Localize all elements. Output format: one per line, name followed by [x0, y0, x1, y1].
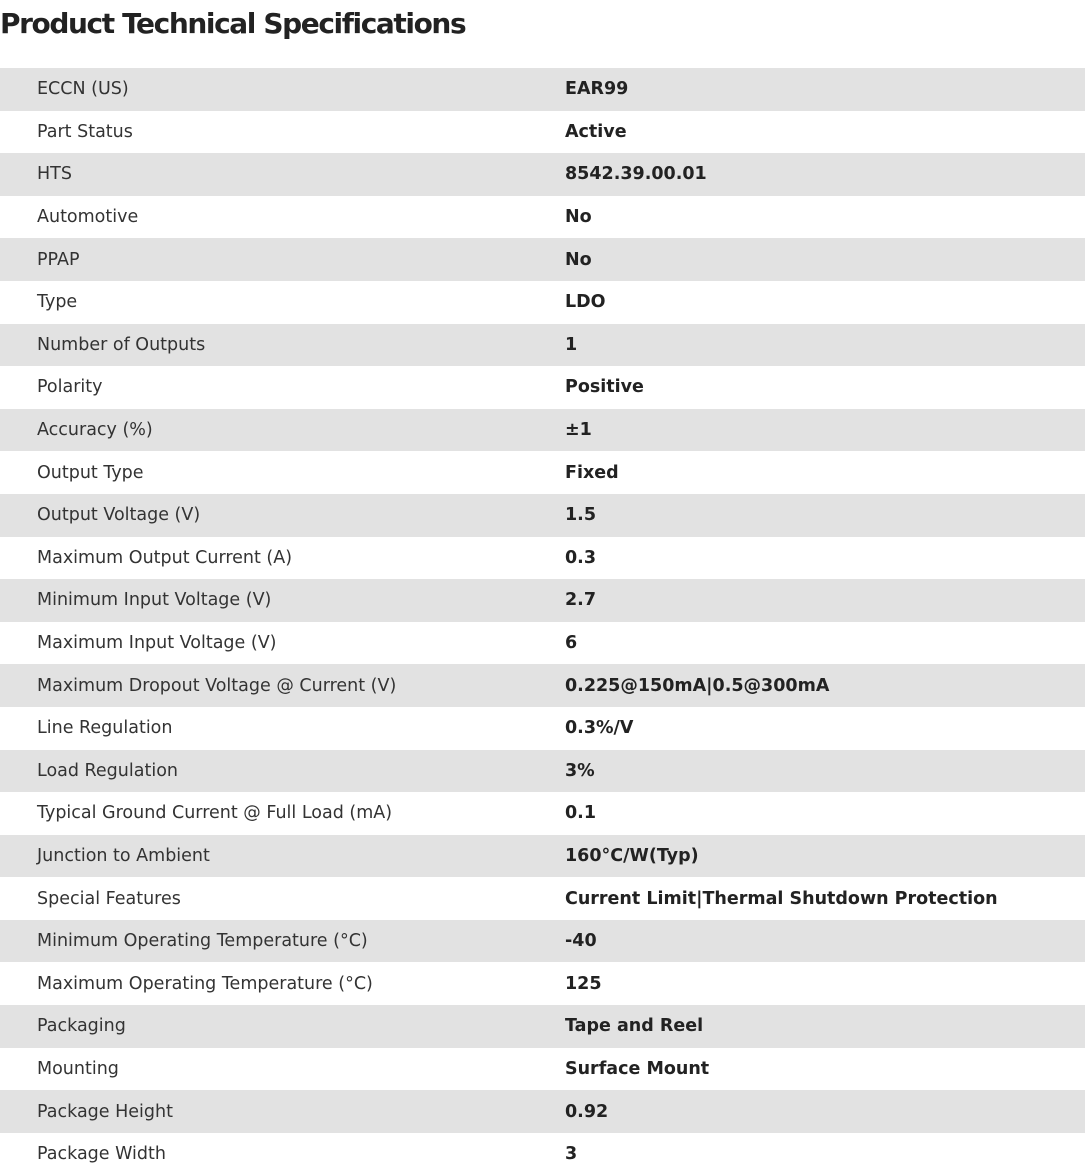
spec-row: [0, 111, 1085, 154]
spec-label: Part Status: [37, 121, 133, 142]
spec-row: [0, 622, 1085, 665]
spec-row: [0, 153, 1085, 196]
spec-value: 1.5: [565, 505, 597, 526]
spec-label: Accuracy (%): [37, 420, 153, 441]
spec-value: 2.7: [565, 590, 597, 611]
spec-value: ±1: [565, 420, 592, 441]
spec-row: [0, 1005, 1085, 1048]
spec-label: Packaging: [37, 1016, 126, 1037]
spec-value: 3%: [565, 760, 595, 781]
spec-row: [0, 451, 1085, 494]
spec-label: Minimum Input Voltage (V): [37, 590, 272, 611]
spec-label: Junction to Ambient: [37, 845, 210, 866]
spec-row: [0, 68, 1085, 111]
spec-row: [0, 579, 1085, 622]
spec-row: [0, 750, 1085, 793]
spec-row: [0, 324, 1085, 367]
spec-label: Line Regulation: [37, 718, 173, 739]
spec-label: Polarity: [37, 377, 103, 398]
spec-value: Fixed: [565, 462, 619, 483]
spec-value: 0.3: [565, 547, 597, 568]
spec-value: 160°C/W(Typ): [565, 845, 699, 866]
spec-label: Mounting: [37, 1058, 119, 1079]
spec-value: Tape and Reel: [565, 1016, 704, 1037]
spec-label: Package Width: [37, 1144, 166, 1165]
spec-table: [0, 68, 1085, 1175]
spec-value: LDO: [565, 292, 606, 313]
spec-value: 6: [565, 633, 578, 654]
spec-value: 0.1: [565, 803, 597, 824]
spec-label: Maximum Output Current (A): [37, 547, 293, 568]
spec-row: [0, 281, 1085, 324]
spec-value: EAR99: [565, 79, 629, 100]
spec-value: Surface Mount: [565, 1058, 710, 1079]
spec-label: HTS: [37, 164, 72, 185]
spec-value: 1: [565, 334, 578, 355]
spec-label: Automotive: [37, 207, 139, 228]
spec-label: Special Features: [37, 888, 181, 909]
spec-row: [0, 366, 1085, 409]
spec-value: Positive: [565, 377, 644, 398]
spec-value: No: [565, 207, 592, 228]
spec-row: [0, 196, 1085, 239]
spec-label: Load Regulation: [37, 760, 178, 781]
spec-row: [0, 537, 1085, 580]
spec-label: Package Height: [37, 1101, 173, 1122]
spec-value: 0.3%/V: [565, 718, 634, 739]
spec-value: 125: [565, 973, 602, 994]
spec-label: Minimum Operating Temperature (°C): [37, 931, 368, 952]
spec-label: Output Voltage (V): [37, 505, 201, 526]
spec-value: 0.225@150mA|0.5@300mA: [565, 675, 830, 696]
spec-row: [0, 494, 1085, 537]
spec-value: Current Limit|Thermal Shutdown Protection: [565, 888, 998, 909]
spec-value: No: [565, 249, 592, 270]
spec-value: 3: [565, 1144, 578, 1165]
spec-row: [0, 792, 1085, 835]
title-spacer: [0, 50, 1085, 68]
spec-value: 0.92: [565, 1101, 609, 1122]
spec-label: Number of Outputs: [37, 334, 206, 355]
spec-label: Output Type: [37, 462, 144, 483]
spec-value: Active: [565, 121, 627, 142]
spec-row: [0, 664, 1085, 707]
spec-table-body: [0, 68, 1085, 1175]
spec-label: PPAP: [37, 249, 80, 270]
spec-row: [0, 1090, 1085, 1133]
spec-label: Typical Ground Current @ Full Load (mA): [37, 803, 393, 824]
spec-row: [0, 409, 1085, 452]
spec-row: [0, 1133, 1085, 1175]
spec-label: Type: [37, 292, 78, 313]
spec-row: [0, 707, 1085, 750]
spec-label: Maximum Operating Temperature (°C): [37, 973, 373, 994]
spec-value: -40: [565, 931, 597, 952]
spec-row: [0, 835, 1085, 878]
spec-row: [0, 238, 1085, 281]
spec-label: Maximum Dropout Voltage @ Current (V): [37, 675, 397, 696]
page-title: Product Technical Specifications: [0, 7, 466, 40]
spec-row: [0, 920, 1085, 963]
spec-row: [0, 962, 1085, 1005]
spec-row: [0, 877, 1085, 920]
spec-label: Maximum Input Voltage (V): [37, 633, 277, 654]
spec-label: ECCN (US): [37, 79, 129, 100]
spec-row: [0, 1048, 1085, 1091]
spec-value: 8542.39.00.01: [565, 164, 707, 185]
